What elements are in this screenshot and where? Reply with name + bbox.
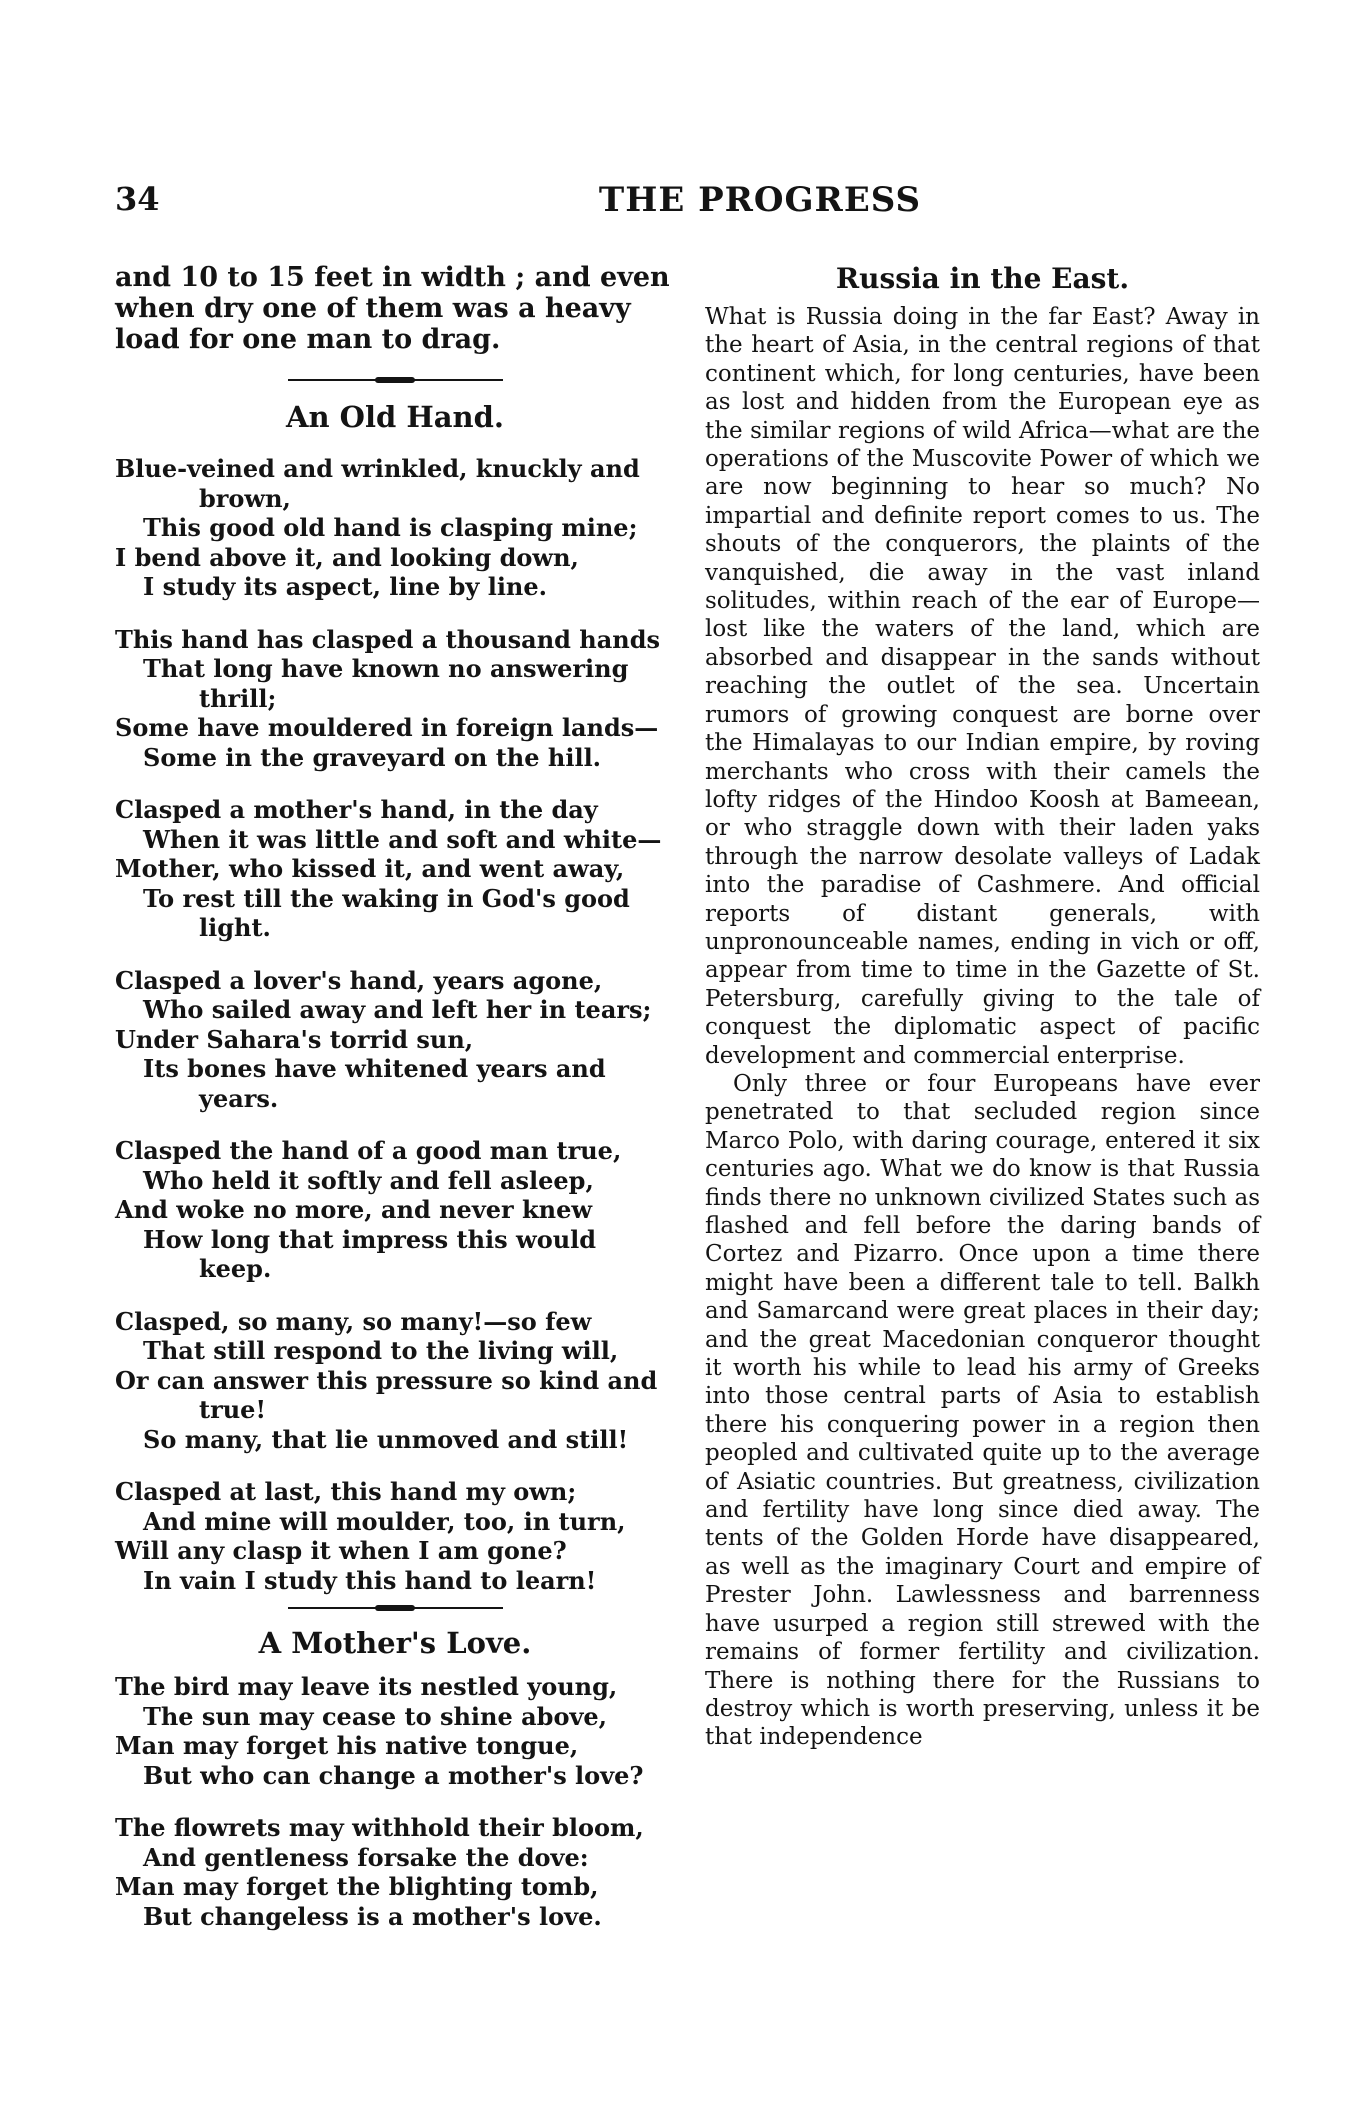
poem-line: And gentleness forsake the dove: xyxy=(143,1842,589,1872)
poem-line: But who can change a mother's love? xyxy=(143,1760,644,1790)
poem-line: Clasped the hand of a good man true, xyxy=(115,1136,622,1165)
poem-line: And mine will moulder, too, in turn, xyxy=(143,1506,626,1536)
poem-line: thrill; xyxy=(199,683,277,713)
intro-line: and 10 to 15 feet in width ; and even xyxy=(115,262,670,293)
poem-title: A Mother's Love. xyxy=(258,1626,532,1660)
stanza xyxy=(115,454,675,602)
poem-a-mothers-love xyxy=(115,1672,675,1931)
stanza xyxy=(115,795,675,943)
poem-line: Clasped a mother's hand, in the day xyxy=(115,795,598,824)
poem-line: years. xyxy=(199,1083,279,1113)
poem-line: Who held it softly and fell asleep, xyxy=(143,1165,594,1195)
poem-line: That still respond to the living will, xyxy=(143,1336,619,1365)
poem-line: I bend above it, and looking down, xyxy=(115,542,579,572)
stanza xyxy=(115,1477,675,1595)
poem-line: Clasped at last, this hand my own; xyxy=(115,1477,577,1506)
poem-line: So many, that lie unmoved and still! xyxy=(143,1424,629,1454)
right-column xyxy=(705,262,1260,1752)
poem-line: To rest till the waking in God's good xyxy=(143,883,630,913)
poem-line: I study its aspect, line by line. xyxy=(143,572,548,601)
poem-line: That long have known no answering xyxy=(143,654,629,683)
page-number: 34 xyxy=(115,180,160,218)
poem-line: Blue-veined and wrinkled, knuckly and xyxy=(115,454,640,483)
stanza xyxy=(115,966,675,1114)
poem-line: Its bones have whitened years and xyxy=(143,1054,606,1083)
poem-line: Man may forget his native tongue, xyxy=(115,1731,579,1760)
poem-title: An Old Hand. xyxy=(286,400,504,434)
intro-paragraph xyxy=(115,262,675,355)
poem-line: How long that impress this would xyxy=(143,1224,597,1254)
stanza xyxy=(115,1672,675,1790)
article-title: Russia in the East. xyxy=(835,262,1130,295)
poem-line: Some have mouldered in foreign lands— xyxy=(115,713,659,742)
poem-line: And woke no more, and never knew xyxy=(115,1195,593,1224)
running-title: THE PROGRESS xyxy=(598,180,922,220)
article-paragraph: What is Russia doing in the far East? Away in the heart of Asia, in the central regions of that continent which, for long centuries, have been as lost and hidden from the European eye as the similar regions of wild Africa—what are the operations of the Muscovite Power of which we are now beginning to hear so much? No impartial and definite report comes to us. The shouts of the conquerors, the plaints of the vanquished, die away in the vast inland solitudes, within reach of the ear of Europe—lost like the waters of the land, which are absorbed and disappear in the sands without reaching the outlet of the sea. Uncertain rumors of growing conquest are borne over the Himalayas to our Indian empire, by roving merchants who cross with their camels the lofty ridges of the Hindoo Koosh at Bameean, or who straggle down with their laden yaks through the narrow desolate valleys of Ladak into the paradise of Cashmere. And official reports of distant generals, with unpronounceable names, ending in vich or off, appear from time to time in the Gazette of St. Petersburg, carefully giving to the tale of conquest the diplomatic aspect of pacific development and commercial enterprise. xyxy=(705,304,1260,1069)
stanza xyxy=(115,1813,675,1931)
poem-line: When it was little and soft and white— xyxy=(143,824,662,854)
intro-line: load for one man to drag. xyxy=(115,324,501,355)
poem-line: brown, xyxy=(199,483,291,513)
intro-line: when dry one of them was a heavy xyxy=(115,293,631,324)
stanza xyxy=(115,1307,675,1455)
poem-line: In vain I study this hand to learn! xyxy=(143,1565,597,1595)
poem-an-old-hand xyxy=(115,454,675,1595)
poem-line: But changeless is a mother's love. xyxy=(143,1901,602,1931)
stanza xyxy=(115,1136,675,1284)
poem-line: light. xyxy=(199,913,271,942)
poem-line: keep. xyxy=(199,1254,272,1283)
poem-line: The flowrets may withhold their bloom, xyxy=(115,1813,644,1842)
section-divider xyxy=(288,377,503,382)
poem-line: This good old hand is clasping mine; xyxy=(143,513,638,542)
poem-line: Some in the graveyard on the hill. xyxy=(143,742,602,772)
poem-line: Will any clasp it when I am gone? xyxy=(115,1536,567,1565)
poem-line: The bird may leave its nestled young, xyxy=(115,1672,618,1701)
poem-line: Man may forget the blighting tomb, xyxy=(115,1872,599,1901)
page-header xyxy=(115,180,1255,230)
poem-line: Under Sahara's torrid sun, xyxy=(115,1024,474,1054)
poem-line: The sun may cease to shine above, xyxy=(143,1701,608,1731)
poem-line: true! xyxy=(199,1395,266,1424)
poem-line: Clasped a lover's hand, years agone, xyxy=(115,965,603,995)
poem-line: Mother, who kissed it, and went away, xyxy=(115,854,625,883)
stanza xyxy=(115,625,675,773)
left-column xyxy=(115,262,675,1931)
poem-line: This hand has clasped a thousand hands xyxy=(115,624,661,654)
poem-line: Clasped, so many, so many!—so few xyxy=(115,1306,592,1336)
poem-line: Or can answer this pressure so kind and xyxy=(115,1365,658,1395)
section-divider xyxy=(288,1605,503,1610)
article-paragraph: Only three or four Europeans have ever penetrated to that secluded region since Marco Polo, with daring courage, entered it six centuries ago. What we do know is that Russia finds there no unknown civilized States such as flashed and fell before the daring bands of Cortez and Pizarro. Once upon a time there might have been a different tale to tell. Balkh and Samarcand were great places in their day; and the great Macedonian conqueror thought it worth his while to lead his army of Greeks into those central parts of Asia to establish there his conquering power in a region then peopled and cultivated quite up to the average of Asiatic countries. But greatness, civilization and fertility have long since died away. The tents of the Golden Horde have disappeared, as well as the imaginary Court and empire of Prester John. Lawlessness and barrenness have usurped a region still strewed with the remains of former fertility and civilization. There is nothing there for the Russians to destroy which is worth preserving, unless it be that independence xyxy=(705,1070,1260,1751)
poem-line: Who sailed away and left her in tears; xyxy=(143,995,652,1024)
